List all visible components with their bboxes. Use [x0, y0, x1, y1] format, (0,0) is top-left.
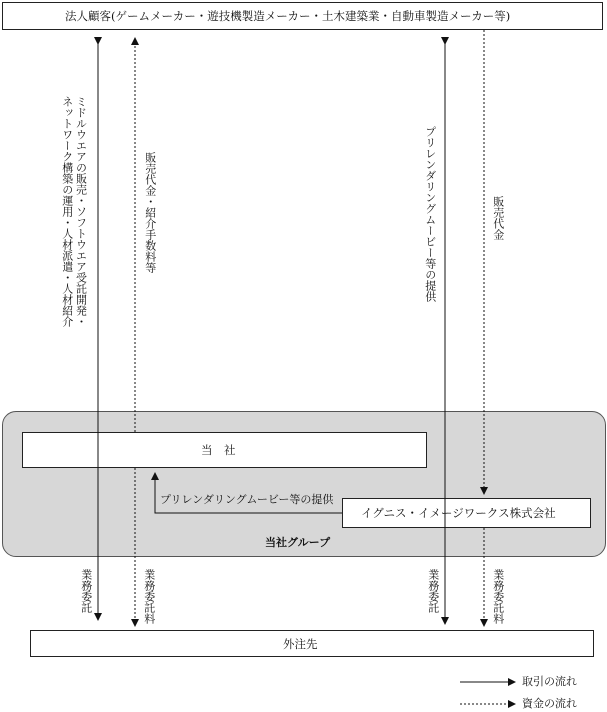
- outsource-fee-left-label: 業務委託料: [142, 569, 156, 624]
- left-service-label: ミドルウエアの販売・ソフトウエア受託開発・ ネットワーク構築の運用・人材派遣・人材紹介: [60, 96, 88, 327]
- right-service-label: プリレンダリングムービー等の提供: [423, 126, 437, 302]
- contractor-label: 外注先: [283, 637, 318, 651]
- legend-funds-label: 資金の流れ: [522, 697, 577, 710]
- subsidiary-label: イグニス・イメージワークス株式会社: [361, 506, 556, 520]
- outsource-left-label: 業務委託: [79, 569, 93, 613]
- company-label: 当 社: [201, 443, 236, 457]
- outsource-right-label: 業務委託: [426, 569, 440, 613]
- legend-transaction-label: 取引の流れ: [522, 675, 577, 688]
- internal-flow-label: プリレンダリングムービー等の提供: [160, 493, 334, 506]
- outsource-fee-right-label: 業務委託料: [491, 569, 505, 624]
- group-label: 当社グループ: [265, 536, 331, 549]
- right-payment-label: 販売代金: [491, 196, 505, 240]
- left-payment-label: 販売代金・紹介手数料等: [143, 152, 157, 273]
- customer-label: 法人顧客(ゲームメーカー・遊技機製造メーカー・土木建築業・自動車製造メーカー等): [65, 9, 511, 23]
